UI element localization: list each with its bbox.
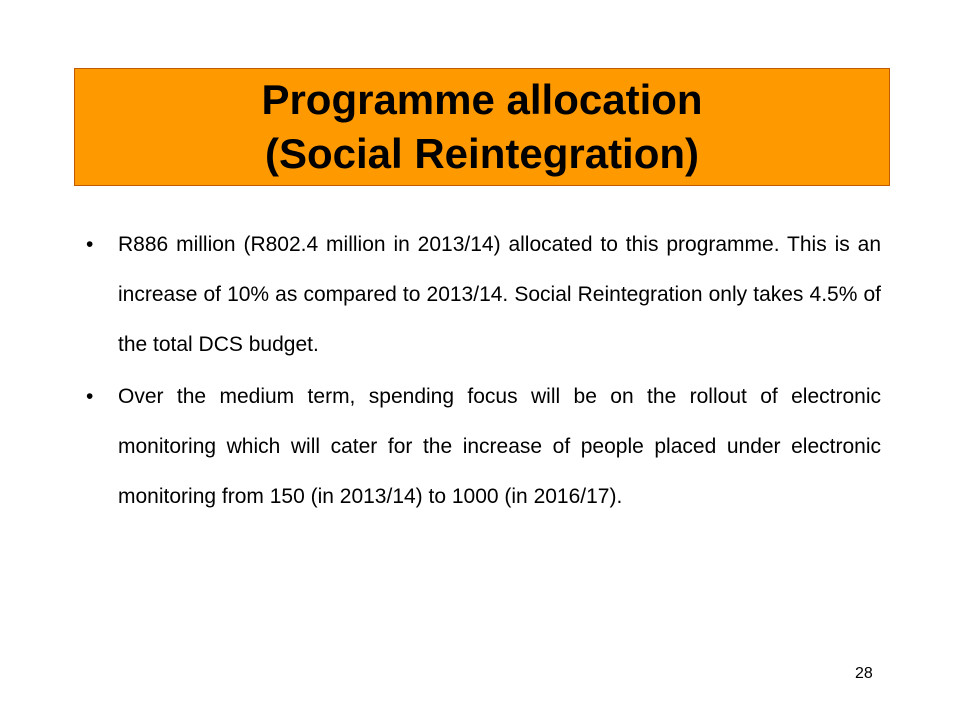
bullet-icon: • [86,233,94,256]
title-line-1: Programme allocation [261,76,703,123]
bullet-icon: • [86,385,94,408]
bullet-text: Over the medium term, spending focus will be on the rollout of electronic monitoring which will cater for the increase of people placed under electronic monitoring from 150 (in 2013/14) to 1000 (in 2016/17). [118,385,881,508]
bullet-list [86,220,881,524]
page-number: 28 [855,665,873,682]
bullet-item [86,220,881,370]
title-box [74,68,890,186]
title-line-2: (Social Reintegration) [264,130,700,177]
bullet-text: R886 million (R802.4 million in 2013/14) allocated to this programme. This is an increase of 10% as compared to 2013/14. Social Reintegration only takes 4.5% of the total DCS budget. [118,233,881,356]
bullet-item [86,372,881,522]
